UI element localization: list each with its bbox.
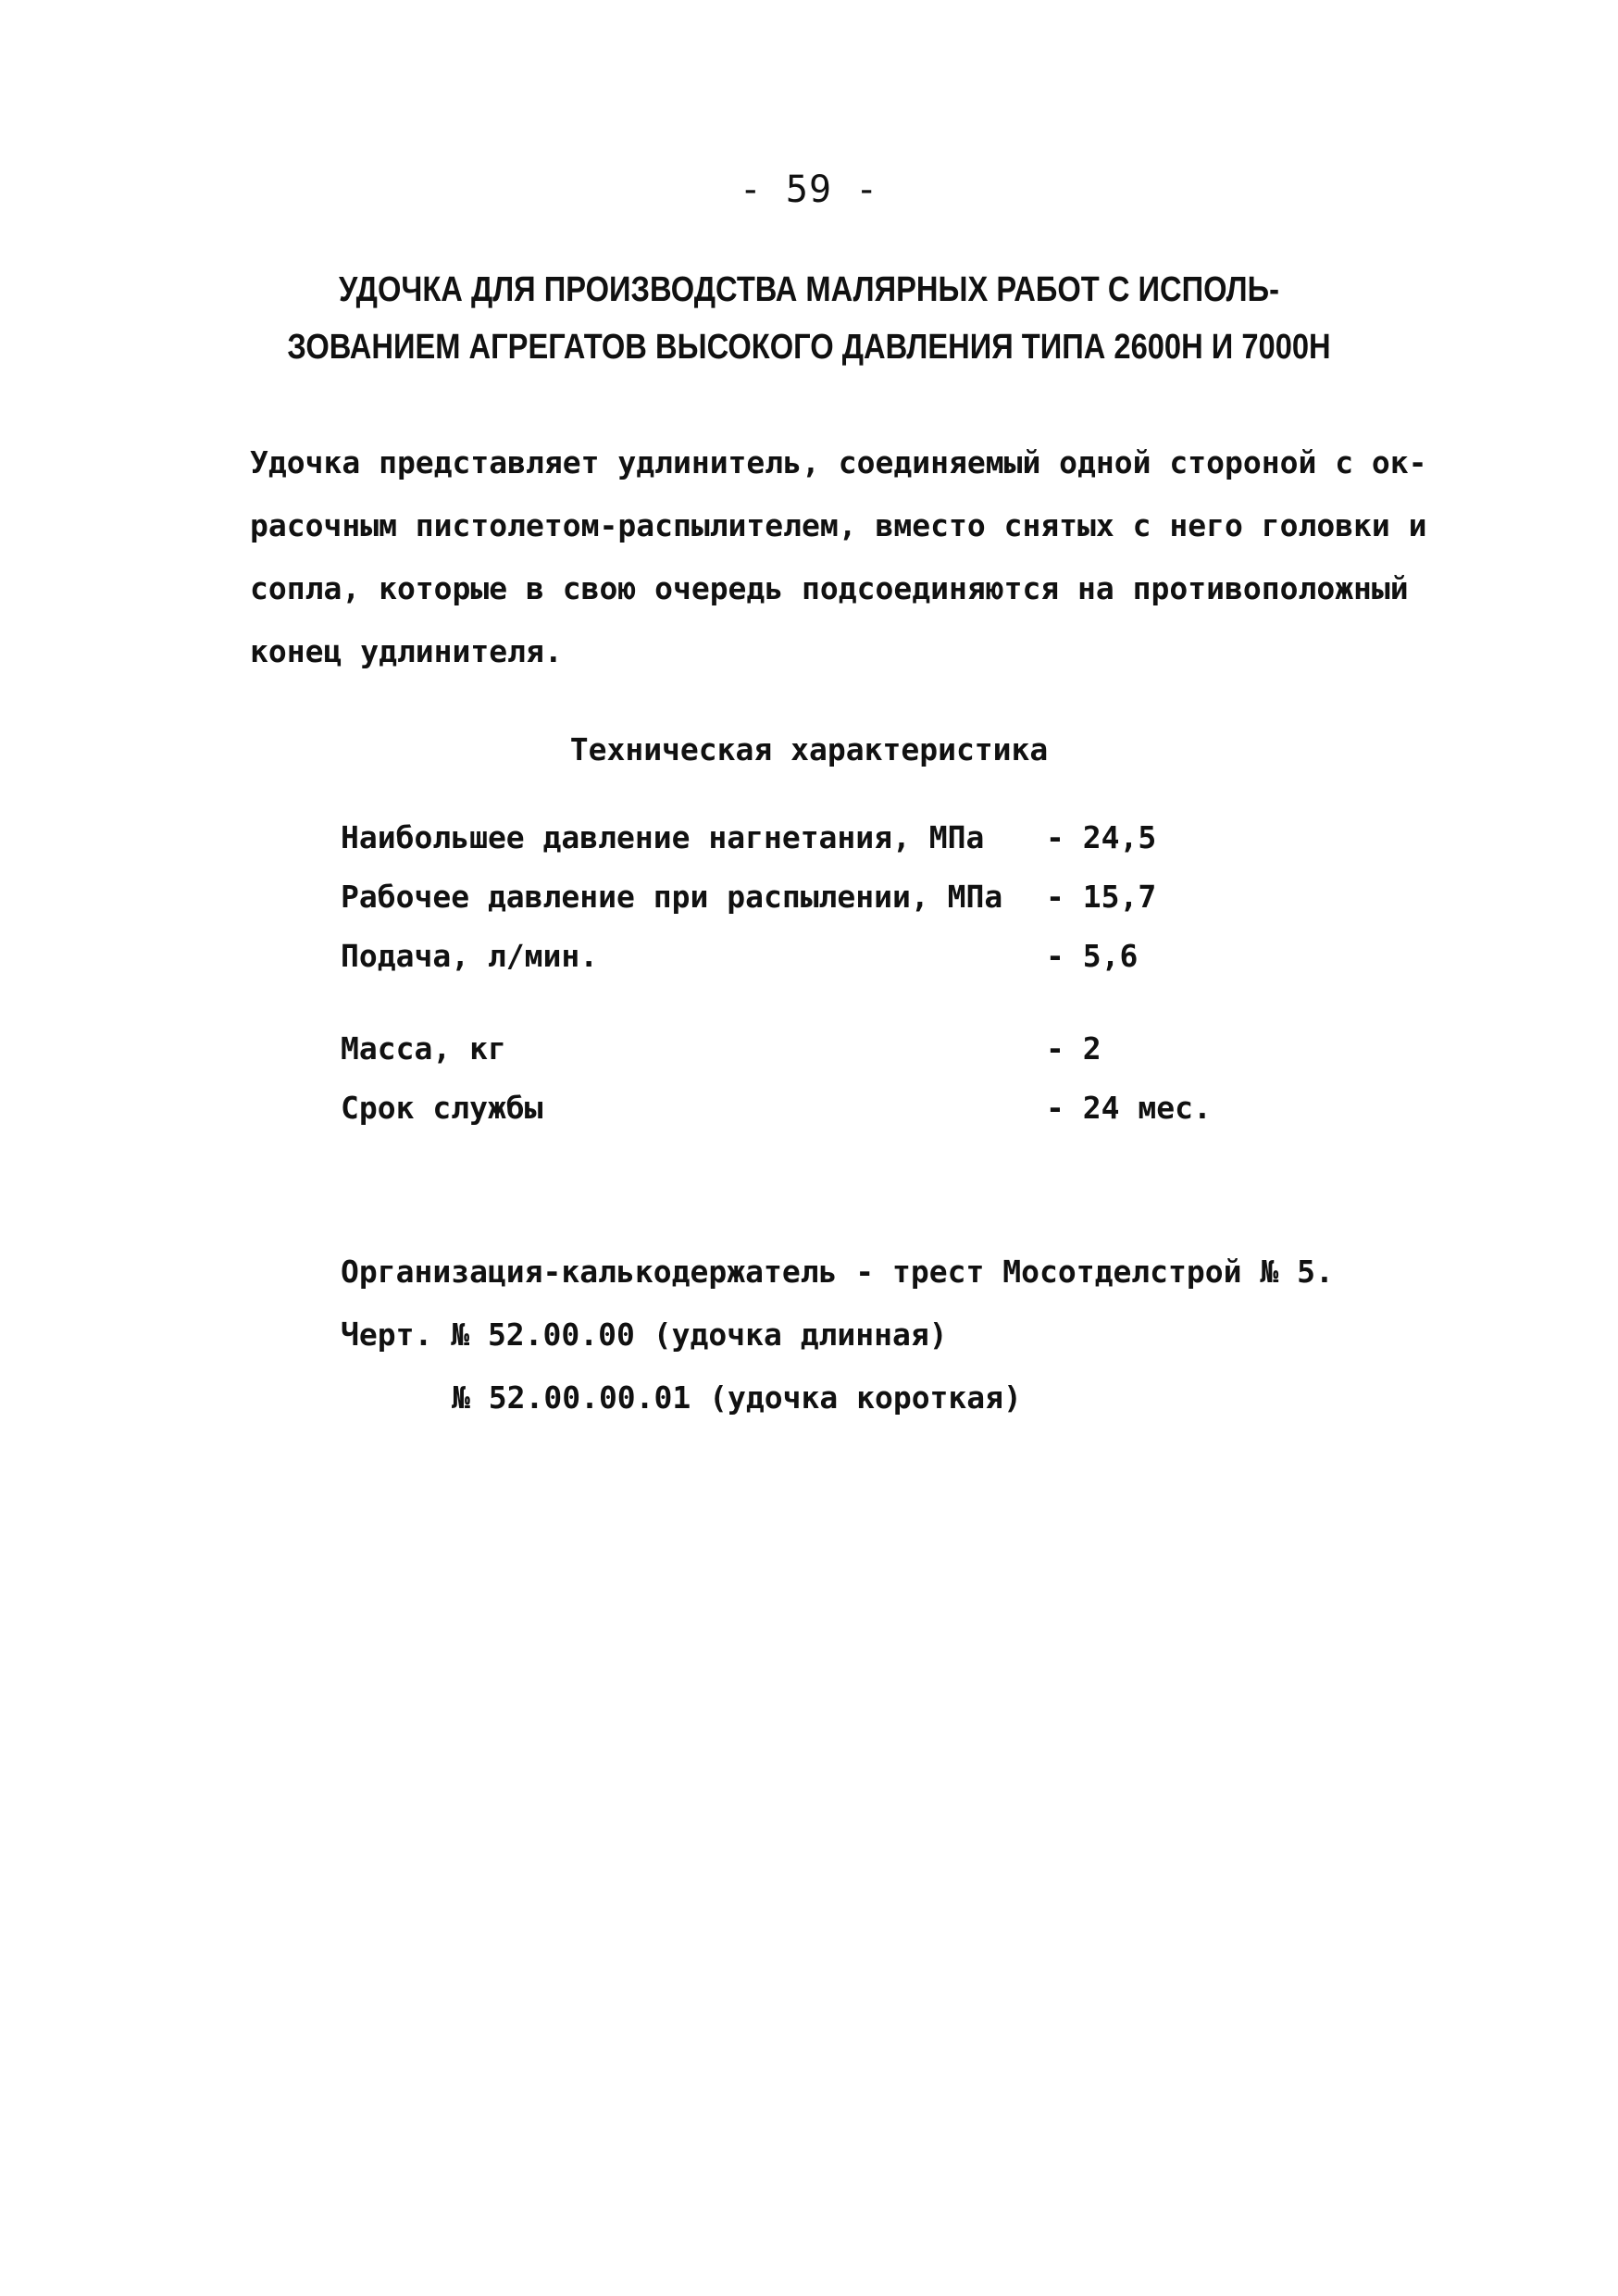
spec-value: - 15,7 bbox=[1046, 879, 1157, 915]
organization-line: Организация-калькодержатель - трест Мосотделстрой № 5. bbox=[341, 1254, 1334, 1290]
intro-line: сопла, которые в свою очередь подсоединяются на противоположный bbox=[250, 570, 1409, 606]
document-title bbox=[113, 261, 1504, 376]
spec-label: Рабочее давление при распылении, МПа bbox=[341, 879, 1003, 915]
title-line-1: УДОЧКА ДЛЯ ПРОИЗВОДСТВА МАЛЯРНЫХ РАБОТ С ИСПОЛЬ- bbox=[338, 270, 1279, 309]
spec-value: - 2 bbox=[1046, 1030, 1101, 1067]
intro-line: расочным пистолетом-распылителем, вместо снятых с него головки и bbox=[250, 507, 1427, 543]
spec-value: - 5,6 bbox=[1046, 938, 1139, 974]
spec-value: - 24 мес. bbox=[1046, 1090, 1212, 1126]
intro-line: конец удлинителя. bbox=[250, 633, 563, 669]
spec-row-flow-rate bbox=[341, 938, 1266, 993]
document-footer bbox=[341, 1241, 1451, 1429]
intro-paragraph bbox=[250, 431, 1472, 683]
drawing-number-short: № 52.00.00.01 (удочка короткая) bbox=[452, 1379, 1022, 1416]
drawing-number-long: Черт. № 52.00.00 (удочка длинная) bbox=[341, 1316, 948, 1353]
intro-line: Удочка представляет удлинитель, соединяемый одной стороной с ок- bbox=[250, 444, 1427, 480]
spec-row-service-life bbox=[341, 1090, 1266, 1145]
spec-label: Наибольшее давление нагнетания, МПа bbox=[341, 819, 985, 855]
spec-label: Срок службы bbox=[341, 1090, 543, 1126]
page-number: - 59 - bbox=[739, 168, 879, 211]
spec-value: - 24,5 bbox=[1046, 819, 1157, 855]
spec-label: Масса, кг bbox=[341, 1030, 506, 1067]
spec-label: Подача, л/мин. bbox=[341, 938, 599, 974]
spec-row-max-pressure bbox=[341, 819, 1266, 875]
spec-row-mass bbox=[341, 1030, 1266, 1086]
spec-row-working-pressure bbox=[341, 879, 1266, 934]
title-line-2: ЗОВАНИЕМ АГРЕГАТОВ ВЫСОКОГО ДАВЛЕНИЯ ТИПА 2600Н И 7000Н bbox=[287, 328, 1331, 367]
specs-heading: Техническая характеристика bbox=[569, 731, 1049, 767]
